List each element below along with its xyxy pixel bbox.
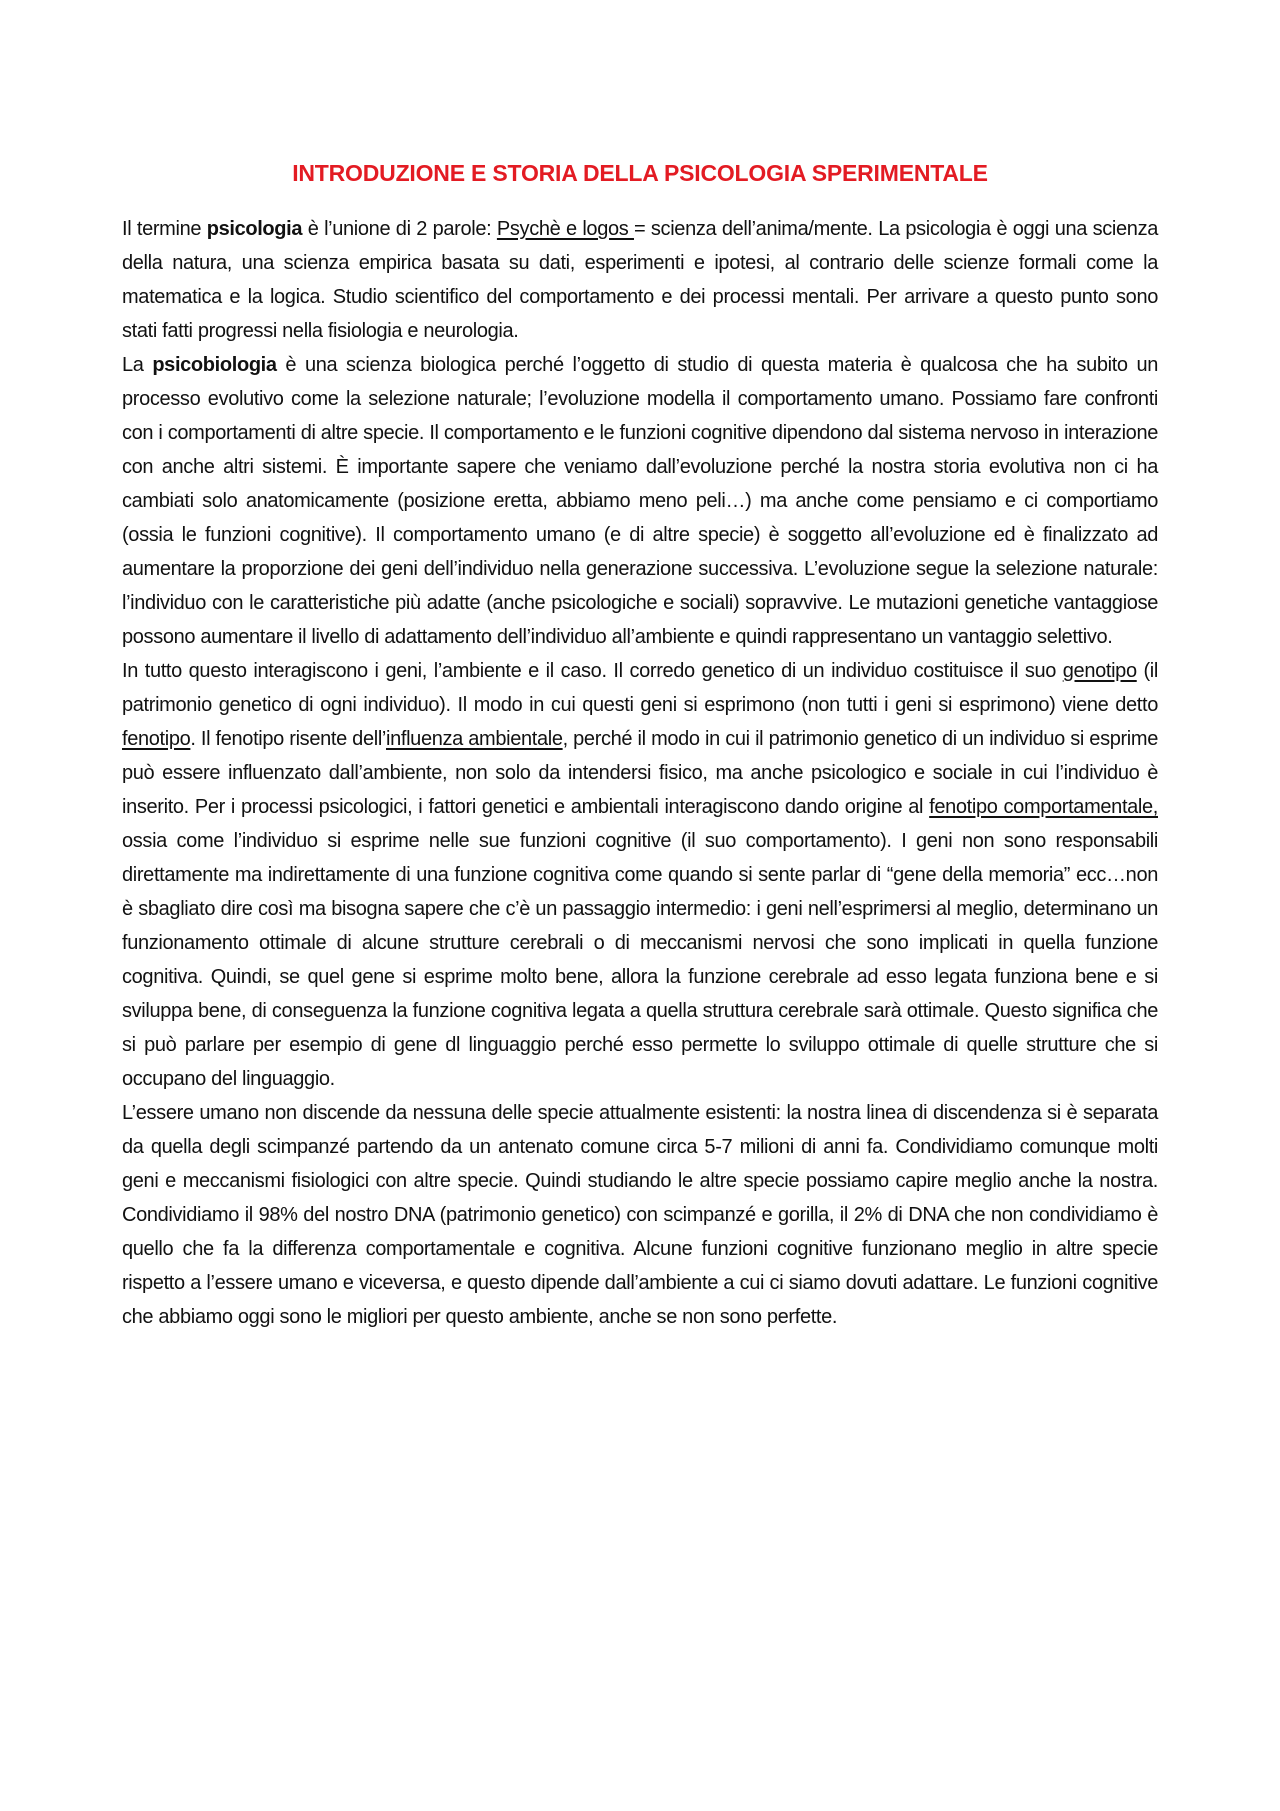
document-body	[122, 212, 1158, 1334]
text-run: In tutto questo interagiscono i geni, l’ambiente e il caso. Il corredo genetico di un individuo costituisce il suo	[122, 660, 1063, 682]
paragraph	[122, 212, 1158, 348]
bold-term: psicologia	[206, 218, 303, 240]
document-title: INTRODUZIONE E STORIA DELLA PSICOLOGIA SPERIMENTALE	[292, 160, 988, 186]
paragraph	[122, 1096, 1158, 1334]
underlined-term: influenza ambientale	[386, 728, 563, 750]
paragraph	[122, 348, 1158, 654]
text-run: (il patrimonio genetico di ogni individuo). Il modo in cui questi geni si esprimono (non tutti i geni si esprimono) viene detto	[122, 660, 1158, 716]
text-run: = scienza dell’anima/mente. La psicologia è oggi una scienza della natura, una scienza empirica basata su dati, esperimenti e ipotesi, al contrario delle scienze formali come la matematica e la logica. Studio scientifico del comportamento e dei processi mentali. Per arrivare a questo punto sono stati fatti progressi nella fisiologia e neurologia.	[122, 218, 1158, 342]
underlined-term: fenotipo comportamentale,	[929, 796, 1158, 818]
text-run: L’essere umano non discende da nessuna delle specie attualmente esistenti: la nostra linea di discendenza si è separata da quella degli scimpanzé partendo da un antenato comune circa 5-7 milioni di anni fa. Condividiamo comunque molti geni e meccanismi fisiologici con altre specie. Quindi studiando le altre specie possiamo capire meglio anche la nostra. Condividiamo il 98% del nostro DNA (patrimonio genetico) con scimpanzé e gorilla, il 2% di DNA che non condividiamo è quello che fa la differenza comportamentale e cognitiva. Alcune funzioni cognitive funzionano meglio in altre specie rispetto a l’essere umano e viceversa, e questo dipende dall’ambiente a cui ci siamo dovuti adattare. Le funzioni cognitive che abbiamo oggi sono le migliori per questo ambiente, anche se non sono perfette.	[122, 1102, 1158, 1328]
underlined-term: fenotipo	[122, 728, 191, 750]
text-run: è una scienza biologica perché l’oggetto di studio di questa materia è qualcosa che ha subito un processo evolutivo come la selezione naturale; l’evoluzione modella il comportamento umano. Possiamo fare confronti con i comportamenti di altre specie. Il comportamento e le funzioni cognitive dipendono dal sistema nervoso in interazione con anche altri sistemi. È importante sapere che veniamo dall’evoluzione perché la nostra storia evolutiva non ci ha cambiati solo anatomicamente (posizione eretta, abbiamo meno peli…) ma anche come pensiamo e ci comportiamo (ossia le funzioni cognitive). Il comportamento umano (e di altre specie) è soggetto all’evoluzione ed è finalizzato ad aumentare la proporzione dei geni dell’individuo nella generazione successiva. L’evoluzione segue la selezione naturale: l’individuo con le caratteristiche più adatte (anche psicologiche e sociali) sopravvive. Le mutazioni genetiche vantaggiose possono aumentare il livello di adattamento dell’individuo all’ambiente e quindi rappresentano un vantaggio selettivo.	[122, 354, 1158, 648]
text-run: Il termine	[122, 218, 207, 240]
text-run: , perché il modo in cui il patrimonio genetico di un individuo si esprime può essere influenzato dall’ambiente, non solo da intendersi fisico, ma anche psicologico e sociale in cui l’individuo è inserito. Per i processi psicologici, i fattori genetici e ambientali interagiscono dando origine al	[122, 728, 1158, 818]
text-run: è l’unione di 2 parole:	[302, 218, 497, 240]
text-run: ossia come l’individuo si esprime nelle sue funzioni cognitive (il suo comportamento). I geni non sono responsabili direttamente ma indirettamente di una funzione cognitiva come quando si sente parlar di “gene della memoria” ecc…non è sbagliato dire così ma bisogna sapere che c’è un passaggio intermedio: i geni nell’esprimersi al meglio, determinano un funzionamento ottimale di alcune strutture cerebrali o di meccanismi nervosi che sono implicati in quella funzione cognitiva. Quindi, se quel gene si esprime molto bene, allora la funzione cerebrale ad esso legata funziona bene e si sviluppa bene, di conseguenza la funzione cognitiva legata a quella struttura cerebrale sarà ottimale. Questo significa che si può parlare per esempio di gene dl linguaggio perché esso permette lo sviluppo ottimale di quelle strutture che si occupano del linguaggio.	[122, 830, 1158, 1090]
text-run: . Il fenotipo risente dell’	[190, 728, 387, 750]
text-run: La	[122, 354, 153, 376]
underlined-term: Psychè e logos	[496, 218, 634, 240]
paragraph	[122, 654, 1158, 1096]
bold-term: psicobiologia	[152, 354, 277, 376]
underlined-term: genotipo	[1062, 660, 1137, 682]
